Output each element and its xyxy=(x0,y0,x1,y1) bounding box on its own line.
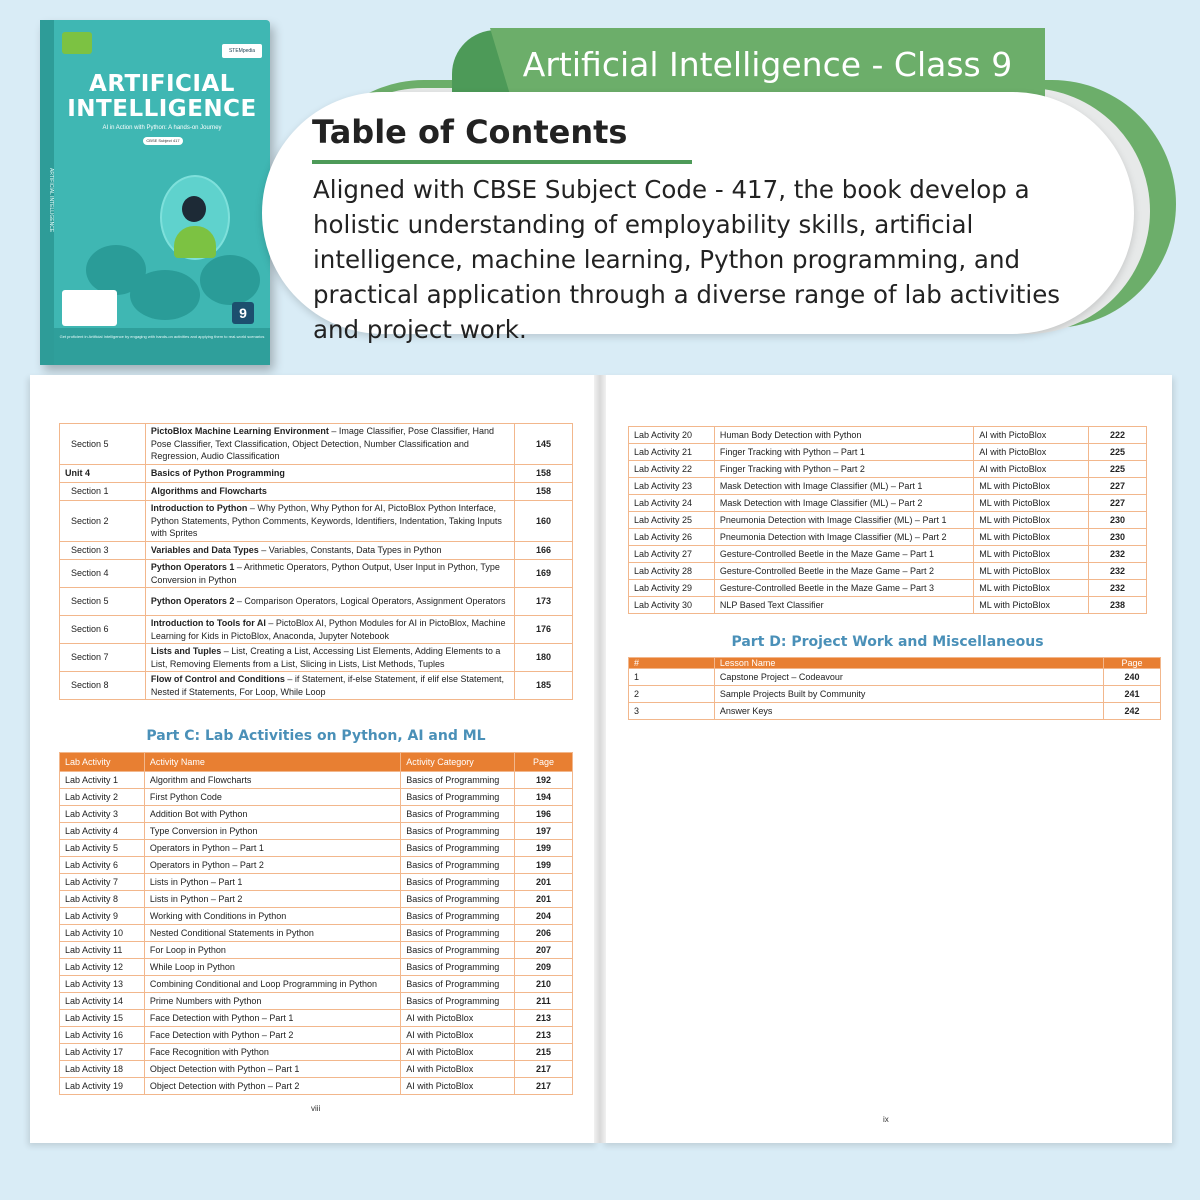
section-title: Python Operators 1 xyxy=(150,562,235,572)
lab-page: 192 xyxy=(515,772,573,789)
section-row xyxy=(60,424,573,465)
lab-row xyxy=(60,772,573,789)
col-header: # xyxy=(629,658,715,669)
project-name: Capstone Project – Codeavour xyxy=(714,669,1103,686)
lab-id: Lab Activity 17 xyxy=(60,1044,145,1061)
lab-row xyxy=(629,495,1147,512)
lab-page: 215 xyxy=(515,1044,573,1061)
lab-page: 238 xyxy=(1089,597,1147,614)
lab-row xyxy=(60,823,573,840)
lab-category: Basics of Programming xyxy=(401,806,515,823)
lab-category: ML with PictoBlox xyxy=(974,529,1089,546)
lab-page: 196 xyxy=(515,806,573,823)
lab-name: Pneumonia Detection with Image Classifier (ML) – Part 2 xyxy=(714,529,973,546)
lab-page: 217 xyxy=(515,1078,573,1095)
section-label: Section 3 xyxy=(60,542,146,560)
section-page: 145 xyxy=(515,424,573,465)
lab-row xyxy=(60,840,573,857)
lab-page: 213 xyxy=(515,1010,573,1027)
section-content xyxy=(145,616,514,644)
section-label: Section 7 xyxy=(60,644,146,672)
lab-page: 222 xyxy=(1089,427,1147,444)
lab-id: Lab Activity 10 xyxy=(60,925,145,942)
section-page: 173 xyxy=(515,588,573,616)
lab-name: Lists in Python – Part 1 xyxy=(144,874,400,891)
part-d-title: Part D: Project Work and Miscellaneous xyxy=(731,634,1044,650)
toc-title: Table of Contents xyxy=(312,113,628,151)
lab-name: Working with Conditions in Python xyxy=(144,908,400,925)
lab-name: Mask Detection with Image Classifier (ML) – Part 1 xyxy=(714,478,973,495)
lab-page: 211 xyxy=(515,993,573,1010)
section-page: 160 xyxy=(515,501,573,542)
lab-id: Lab Activity 18 xyxy=(60,1061,145,1078)
section-row xyxy=(60,616,573,644)
section-row xyxy=(60,542,573,560)
project-row xyxy=(629,703,1161,720)
section-row xyxy=(60,465,573,483)
lab-page: 201 xyxy=(515,874,573,891)
project-index: 3 xyxy=(629,703,715,720)
section-row xyxy=(60,501,573,542)
lab-name: Object Detection with Python – Part 2 xyxy=(144,1078,400,1095)
toc-underline xyxy=(312,160,692,164)
section-title: Introduction to Python xyxy=(150,503,248,514)
lab-name: Finger Tracking with Python – Part 2 xyxy=(714,461,973,478)
lab-page: 210 xyxy=(515,976,573,993)
lab-id: Lab Activity 14 xyxy=(60,993,145,1010)
lab-id: Lab Activity 16 xyxy=(60,1027,145,1044)
col-header: Activity Name xyxy=(144,753,400,772)
section-detail: – Comparison Operators, Logical Operators, Assignment Operators xyxy=(234,596,506,607)
project-row xyxy=(629,669,1161,686)
lab-name: Nested Conditional Statements in Python xyxy=(144,925,400,942)
lab-row xyxy=(629,580,1147,597)
lab-row xyxy=(60,891,573,908)
lab-category: ML with PictoBlox xyxy=(974,546,1089,563)
lab-id: Lab Activity 26 xyxy=(629,529,715,546)
lab-id: Lab Activity 7 xyxy=(60,874,145,891)
section-title: Flow of Control and Conditions xyxy=(150,674,285,684)
sections-table xyxy=(59,423,573,700)
lab-row xyxy=(629,427,1147,444)
lab-name: Object Detection with Python – Part 1 xyxy=(144,1061,400,1078)
lab-category: Basics of Programming xyxy=(401,908,515,925)
lab-name: Human Body Detection with Python xyxy=(714,427,973,444)
lab-page: 230 xyxy=(1089,529,1147,546)
section-detail: – Variables, Constants, Data Types in Python xyxy=(258,545,442,556)
lab-page: 232 xyxy=(1089,563,1147,580)
project-table xyxy=(628,657,1161,720)
lab-row xyxy=(60,1078,573,1095)
section-content xyxy=(145,542,514,560)
lab-page: 213 xyxy=(515,1027,573,1044)
class-number: 9 xyxy=(232,302,254,324)
section-label: Section 5 xyxy=(60,588,146,616)
lab-row xyxy=(60,1044,573,1061)
lab-category: AI with PictoBlox xyxy=(401,1044,515,1061)
section-title: Introduction to Tools for AI xyxy=(150,618,266,628)
lab-page: 230 xyxy=(1089,512,1147,529)
lab-row xyxy=(60,874,573,891)
page-number: ix xyxy=(883,1115,889,1124)
lab-name: Algorithm and Flowcharts xyxy=(144,772,400,789)
lab-category: ML with PictoBlox xyxy=(974,563,1089,580)
lab-page: 197 xyxy=(515,823,573,840)
lab-category: ML with PictoBlox xyxy=(974,495,1089,512)
section-row xyxy=(60,483,573,501)
col-header: Lab Activity xyxy=(60,753,145,772)
lab-table-left xyxy=(59,752,573,1095)
lab-category: Basics of Programming xyxy=(401,874,515,891)
section-title: Variables and Data Types xyxy=(150,545,259,556)
section-content xyxy=(145,483,514,501)
lab-name: Pneumonia Detection with Image Classifier (ML) – Part 1 xyxy=(714,512,973,529)
book-footer: Get proficient in Artificial Intelligence by engaging with hands-on activities and applying them to real-world scenarios xyxy=(54,328,270,365)
book-gutter xyxy=(594,375,606,1143)
lab-category: Basics of Programming xyxy=(401,993,515,1010)
lab-id: Lab Activity 24 xyxy=(629,495,715,512)
lab-category: AI with PictoBlox xyxy=(401,1010,515,1027)
lab-row xyxy=(60,908,573,925)
lab-id: Lab Activity 6 xyxy=(60,857,145,874)
cover-blob xyxy=(130,270,200,320)
section-content xyxy=(145,465,514,483)
lab-name: Finger Tracking with Python – Part 1 xyxy=(714,444,973,461)
lab-name: Face Recognition with Python xyxy=(144,1044,400,1061)
section-label: Section 1 xyxy=(60,483,146,501)
section-row xyxy=(60,644,573,672)
project-name: Answer Keys xyxy=(714,703,1103,720)
section-label: Section 2 xyxy=(60,501,146,542)
lab-row xyxy=(60,993,573,1010)
book-nep-badge xyxy=(62,32,92,54)
section-detail: – Why Python, Why Python for AI, PictoBlox Python Interface, Python Statements, Python Comments, Keywords, Identifiers, Indentation, Taking Inputs with Sprites xyxy=(150,503,502,539)
lab-page: 225 xyxy=(1089,461,1147,478)
col-header: Activity Category xyxy=(401,753,515,772)
lab-row xyxy=(60,789,573,806)
project-index: 1 xyxy=(629,669,715,686)
page-number: viii xyxy=(311,1104,321,1113)
lab-category: AI with PictoBlox xyxy=(401,1061,515,1078)
lab-name: Lists in Python – Part 2 xyxy=(144,891,400,908)
section-page: 169 xyxy=(515,560,573,588)
project-index: 2 xyxy=(629,686,715,703)
lab-page: 232 xyxy=(1089,546,1147,563)
lab-name: Gesture-Controlled Beetle in the Maze Game – Part 2 xyxy=(714,563,973,580)
section-content xyxy=(145,560,514,588)
lab-category: Basics of Programming xyxy=(401,942,515,959)
lab-id: Lab Activity 5 xyxy=(60,840,145,857)
lab-name: Mask Detection with Image Classifier (ML) – Part 2 xyxy=(714,495,973,512)
section-title: PictoBlox Machine Learning Environment xyxy=(150,426,329,437)
lab-id: Lab Activity 4 xyxy=(60,823,145,840)
section-title: Python Operators 2 xyxy=(150,596,235,607)
project-page: 240 xyxy=(1104,669,1161,686)
section-row xyxy=(60,588,573,616)
lab-id: Lab Activity 30 xyxy=(629,597,715,614)
lab-id: Lab Activity 2 xyxy=(60,789,145,806)
lab-row xyxy=(629,444,1147,461)
lab-category: ML with PictoBlox xyxy=(974,580,1089,597)
lab-row xyxy=(60,976,573,993)
lab-row xyxy=(629,478,1147,495)
lab-name: While Loop in Python xyxy=(144,959,400,976)
section-title: Algorithms and Flowcharts xyxy=(150,486,267,497)
section-detail: – Arithmetic Operators, Python Output, User Input in Python, Type Conversion in Python xyxy=(150,562,500,585)
lab-category: Basics of Programming xyxy=(401,925,515,942)
lab-category: AI with PictoBlox xyxy=(974,444,1089,461)
lab-row xyxy=(60,857,573,874)
lab-category: AI with PictoBlox xyxy=(974,461,1089,478)
project-page: 242 xyxy=(1104,703,1161,720)
lab-category: Basics of Programming xyxy=(401,857,515,874)
lab-id: Lab Activity 21 xyxy=(629,444,715,461)
lab-row xyxy=(629,563,1147,580)
lab-row xyxy=(60,942,573,959)
section-page: 180 xyxy=(515,644,573,672)
lab-id: Lab Activity 8 xyxy=(60,891,145,908)
lab-row xyxy=(60,959,573,976)
lab-id: Lab Activity 3 xyxy=(60,806,145,823)
lab-page: 217 xyxy=(515,1061,573,1078)
project-page: 241 xyxy=(1104,686,1161,703)
lab-id: Lab Activity 9 xyxy=(60,908,145,925)
book-subject-badge: CBSE Subject 417 xyxy=(143,137,183,145)
publisher-logo: STEMpedia xyxy=(222,44,262,58)
section-row xyxy=(60,672,573,700)
lab-name: Face Detection with Python – Part 2 xyxy=(144,1027,400,1044)
lab-page: 209 xyxy=(515,959,573,976)
section-content xyxy=(145,644,514,672)
lab-page: 199 xyxy=(515,840,573,857)
section-detail: – if Statement, if-else Statement, if elif else Statement, Nested if Statements, For Loop, While Loop xyxy=(150,674,504,697)
lab-name: Addition Bot with Python xyxy=(144,806,400,823)
toc-description: Aligned with CBSE Subject Code - 417, the book develop a holistic understanding of employability skills, artificial intelligence, machine learning, Python programming, and practical application through a diverse range of lab activities and project work. xyxy=(313,175,1061,344)
lab-category: AI with PictoBlox xyxy=(974,427,1089,444)
section-page: 158 xyxy=(515,483,573,501)
lab-id: Lab Activity 28 xyxy=(629,563,715,580)
lab-page: 232 xyxy=(1089,580,1147,597)
lab-page: 227 xyxy=(1089,495,1147,512)
banner-title: Artificial Intelligence - Class 9 xyxy=(522,45,1013,84)
lab-page: 225 xyxy=(1089,444,1147,461)
lab-row xyxy=(60,925,573,942)
lab-row xyxy=(60,1027,573,1044)
lab-name: Gesture-Controlled Beetle in the Maze Game – Part 1 xyxy=(714,546,973,563)
lab-row xyxy=(629,597,1147,614)
section-row xyxy=(60,560,573,588)
lab-page: 201 xyxy=(515,891,573,908)
lab-id: Lab Activity 22 xyxy=(629,461,715,478)
section-title: Lists and Tuples xyxy=(150,646,222,656)
project-header-row xyxy=(629,658,1161,669)
lab-category: Basics of Programming xyxy=(401,772,515,789)
section-content xyxy=(145,501,514,542)
lab-row xyxy=(60,1010,573,1027)
lab-id: Lab Activity 11 xyxy=(60,942,145,959)
part-c-title: Part C: Lab Activities on Python, AI and ML xyxy=(146,728,486,744)
section-label: Section 5 xyxy=(60,424,146,465)
section-content xyxy=(145,672,514,700)
lab-header-row xyxy=(60,753,573,772)
lab-name: Operators in Python – Part 2 xyxy=(144,857,400,874)
lab-id: Lab Activity 19 xyxy=(60,1078,145,1095)
section-detail: – PictoBlox AI, Python Modules for AI in PictoBlox, Machine Learning for Kids in PictoBlox, Anaconda, Jupyter Notebook xyxy=(150,618,506,641)
lab-id: Lab Activity 12 xyxy=(60,959,145,976)
lab-name: Operators in Python – Part 1 xyxy=(144,840,400,857)
section-content xyxy=(145,424,514,465)
lab-page: 207 xyxy=(515,942,573,959)
lab-id: Lab Activity 25 xyxy=(629,512,715,529)
lab-id: Lab Activity 23 xyxy=(629,478,715,495)
book-subtitle: AI in Action with Python: A hands-on Journey xyxy=(102,125,222,131)
col-header: Page xyxy=(1104,658,1161,669)
lab-page: 227 xyxy=(1089,478,1147,495)
section-detail: – List, Creating a List, Accessing List Elements, Adding Elements to a List, Removing Elements from a List, Slicing in Lists, List Methods, Tuples xyxy=(150,646,501,669)
person-body xyxy=(174,226,216,258)
lab-name: First Python Code xyxy=(144,789,400,806)
section-page: 158 xyxy=(515,465,573,483)
lab-id: Lab Activity 27 xyxy=(629,546,715,563)
section-label: Section 6 xyxy=(60,616,146,644)
lab-name: Combining Conditional and Loop Programming in Python xyxy=(144,976,400,993)
lab-category: Basics of Programming xyxy=(401,959,515,976)
lab-id: Lab Activity 29 xyxy=(629,580,715,597)
lab-category: Basics of Programming xyxy=(401,789,515,806)
lab-table-right xyxy=(628,426,1147,614)
section-label: Unit 4 xyxy=(60,465,146,483)
lab-category: Basics of Programming xyxy=(401,823,515,840)
lab-row xyxy=(629,546,1147,563)
lab-page: 204 xyxy=(515,908,573,925)
section-title: Basics of Python Programming xyxy=(150,468,285,479)
lab-id: Lab Activity 15 xyxy=(60,1010,145,1027)
lab-category: ML with PictoBlox xyxy=(974,512,1089,529)
section-content xyxy=(145,588,514,616)
section-page: 166 xyxy=(515,542,573,560)
lab-name: For Loop in Python xyxy=(144,942,400,959)
lab-row xyxy=(60,806,573,823)
lab-name: Gesture-Controlled Beetle in the Maze Game – Part 3 xyxy=(714,580,973,597)
lab-row xyxy=(629,512,1147,529)
lab-name: NLP Based Text Classifier xyxy=(714,597,973,614)
lab-id: Lab Activity 13 xyxy=(60,976,145,993)
lab-row xyxy=(629,461,1147,478)
book-title: ARTIFICIAL INTELLIGENCE xyxy=(67,71,257,122)
lab-category: Basics of Programming xyxy=(401,891,515,908)
lab-category: AI with PictoBlox xyxy=(401,1078,515,1095)
cover-blob xyxy=(200,255,260,305)
lab-category: Basics of Programming xyxy=(401,840,515,857)
lab-row xyxy=(629,529,1147,546)
person-head xyxy=(182,196,206,222)
lab-category: AI with PictoBlox xyxy=(401,1027,515,1044)
lab-id: Lab Activity 1 xyxy=(60,772,145,789)
lab-page: 194 xyxy=(515,789,573,806)
pictoblox-box xyxy=(62,290,117,326)
project-row xyxy=(629,686,1161,703)
lab-row xyxy=(60,1061,573,1078)
section-label: Section 4 xyxy=(60,560,146,588)
section-detail: – Image Classifier, Pose Classifier, Hand Pose Classifier, Text Classification, Object Detection, Number Classification and Regression, Audio Classification xyxy=(150,426,494,462)
project-name: Sample Projects Built by Community xyxy=(714,686,1103,703)
col-header: Page xyxy=(515,753,573,772)
book-spine-text: ARTIFICIAL INTELLIGENCE xyxy=(48,167,54,233)
lab-name: Face Detection with Python – Part 1 xyxy=(144,1010,400,1027)
lab-category: ML with PictoBlox xyxy=(974,597,1089,614)
lab-name: Type Conversion in Python xyxy=(144,823,400,840)
col-header: Lesson Name xyxy=(714,658,1103,669)
lab-id: Lab Activity 20 xyxy=(629,427,715,444)
lab-page: 199 xyxy=(515,857,573,874)
lab-name: Prime Numbers with Python xyxy=(144,993,400,1010)
lab-category: ML with PictoBlox xyxy=(974,478,1089,495)
section-page: 185 xyxy=(515,672,573,700)
section-page: 176 xyxy=(515,616,573,644)
lab-page: 206 xyxy=(515,925,573,942)
section-label: Section 8 xyxy=(60,672,146,700)
lab-category: Basics of Programming xyxy=(401,976,515,993)
